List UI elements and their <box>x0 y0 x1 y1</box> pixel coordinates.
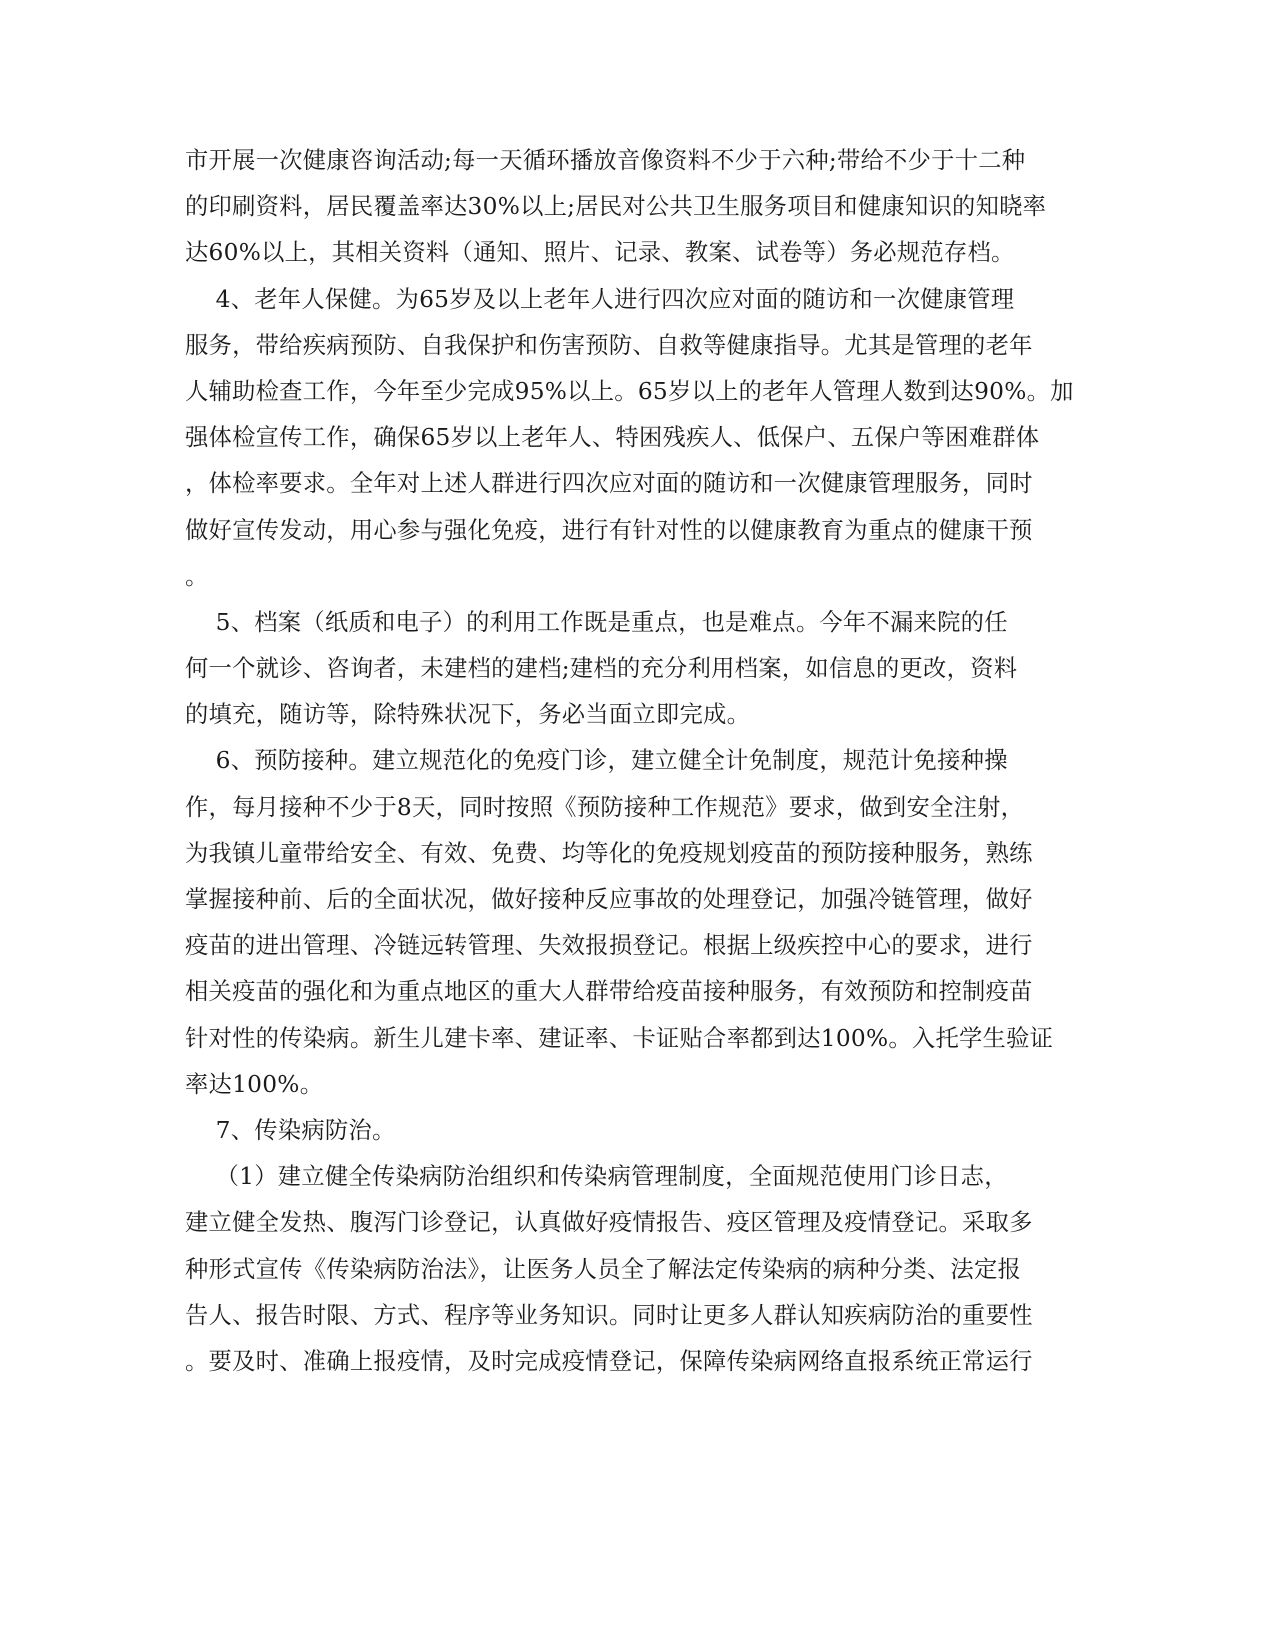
text-line: 强体检宣传工作，确保65岁以上老年人、特困残疾人、低保户、五保户等困难群体 <box>185 424 1040 452</box>
text-line: 6、预防接种。建立规范化的免疫门诊，建立健全计免制度，规范计免接种操 <box>185 747 1008 775</box>
text-line: ，体检率要求。全年对上述人群进行四次应对面的随访和一次健康管理服务，同时 <box>185 470 1033 498</box>
text-line: 种形式宣传《传染病防治法》，让医务人员全了解法定传染病的病种分类、法定报 <box>185 1255 1022 1283</box>
text-line: 的填充，随访等，除特殊状况下，务必当面立即完成。 <box>185 701 751 729</box>
text-line: 达60%以上，其相关资料（通知、照片、记录、教案、试卷等）务必规范存档。 <box>185 239 1015 267</box>
text-line: 4、老年人保健。为65岁及以上老年人进行四次应对面的随访和一次健康管理 <box>185 285 1015 313</box>
text-line: 市开展一次健康咨询活动;每一天循环播放音像资料不少于六种;带给不少于十二种 <box>185 147 1026 174</box>
text-line: 率达100%。 <box>185 1070 324 1098</box>
text-line: 何一个就诊、咨询者，未建档的建档;建档的充分利用档案，如信息的更改，资料 <box>185 655 1018 683</box>
text-line: 服务，带给疾病预防、自我保护和伤害预防、自救等健康指导。尤其是管理的老年 <box>185 331 1033 359</box>
text-line: 针对性的传染病。新生儿建卡率、建证率、卡证贴合率都到达100%。入托学生验证 <box>185 1024 1054 1052</box>
text-line: 人辅助检查工作，今年至少完成95%以上。65岁以上的老年人管理人数到达90%。加 <box>185 377 1074 405</box>
text-line: 为我镇儿童带给安全、有效、免费、均等化的免疫规划疫苗的预防接种服务，熟练 <box>185 839 1033 867</box>
text-line: 掌握接种前、后的全面状况，做好接种反应事故的处理登记，加强冷链管理，做好 <box>185 886 1033 913</box>
text-line: 告人、报告时限、方式、程序等业务知识。同时让更多人群认知疾病防治的重要性 <box>185 1301 1033 1329</box>
document-body <box>185 138 1087 1385</box>
text-line: 作，每月接种不少于8天，同时按照《预防接种工作规范》要求，做到安全注射， <box>185 793 1025 821</box>
text-line: 建立健全发热、腹泻门诊登记，认真做好疫情报告、疫区管理及疫情登记。采取多 <box>185 1209 1033 1237</box>
text-line: （1）建立健全传染病防治组织和传染病管理制度，全面规范使用门诊日志， <box>185 1163 1008 1191</box>
text-line: 。要及时、准确上报疫情，及时完成疫情登记，保障传染病网络直报系统正常运行 <box>185 1347 1033 1375</box>
text-line: 。 <box>185 562 209 590</box>
text-line: 疫苗的进出管理、冷链远转管理、失效报损登记。根据上级疾控中心的要求，进行 <box>185 932 1033 960</box>
text-line: 5、档案（纸质和电子）的利用工作既是重点，也是难点。今年不漏来院的任 <box>185 608 1008 636</box>
text-line: 的印刷资料，居民覆盖率达30%以上;居民对公共卫生服务项目和健康知识的知晓率 <box>185 193 1047 221</box>
text-line: 做好宣传发动，用心参与强化免疫，进行有针对性的以健康教育为重点的健康干预 <box>185 516 1033 544</box>
text-line: 相关疫苗的强化和为重点地区的重大人群带给疫苗接种服务，有效预防和控制疫苗 <box>185 978 1033 1006</box>
text-line: 7、传染病防治。 <box>185 1116 396 1144</box>
